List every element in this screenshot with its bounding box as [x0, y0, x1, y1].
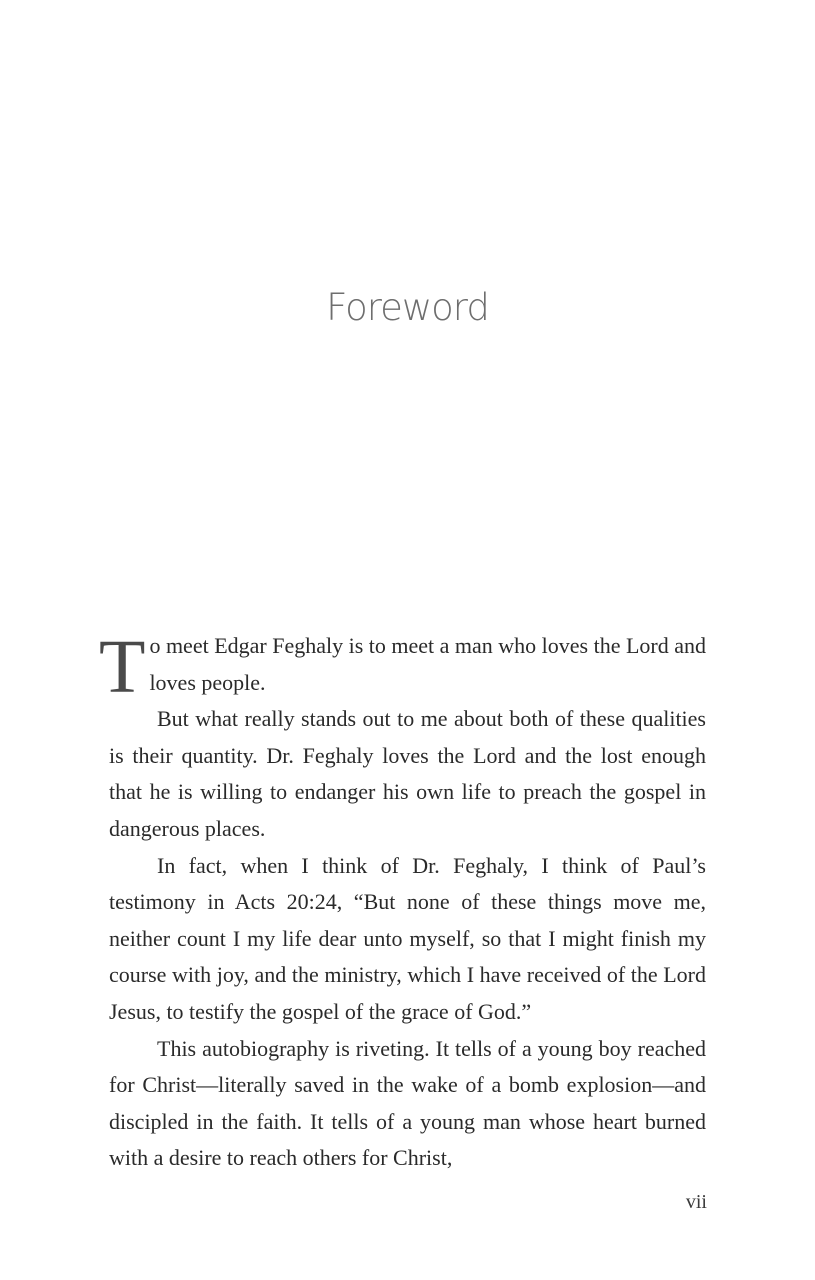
paragraph-3: In fact, when I think of Dr. Feghaly, I think of Paul’s testimony in Acts 20:24, “But none of these things move me, neither count I my life dear unto myself, so that I might finish my course with joy, and the ministry, which I have received of the Lord Jesus, to testify the gospel of the grace of God.” [109, 852, 706, 1024]
body-text [99, 625, 707, 1177]
drop-cap: T [99, 625, 146, 709]
paragraph-4: This autobiography is riveting. It tells of a young boy reached for Christ—literally saved in the wake of a bomb explosion—and discipled in the faith. It tells of a young man whose heart burned with a desire to reach others for Christ, [109, 1035, 706, 1171]
paragraph-1-text: o meet Edgar Feghaly is to meet a man who loves the Lord and loves people. [149, 633, 707, 695]
page-number: vii [685, 1191, 707, 1213]
page-title: Foreword [326, 286, 489, 329]
paragraph-2: But what really stands out to me about both of these qualities is their quantity. Dr. Feghaly loves the Lord and the lost enough that he is willing to endanger his own life to preach the gospel in dangerous places. [109, 706, 706, 841]
paragraph-1 [99, 625, 707, 709]
